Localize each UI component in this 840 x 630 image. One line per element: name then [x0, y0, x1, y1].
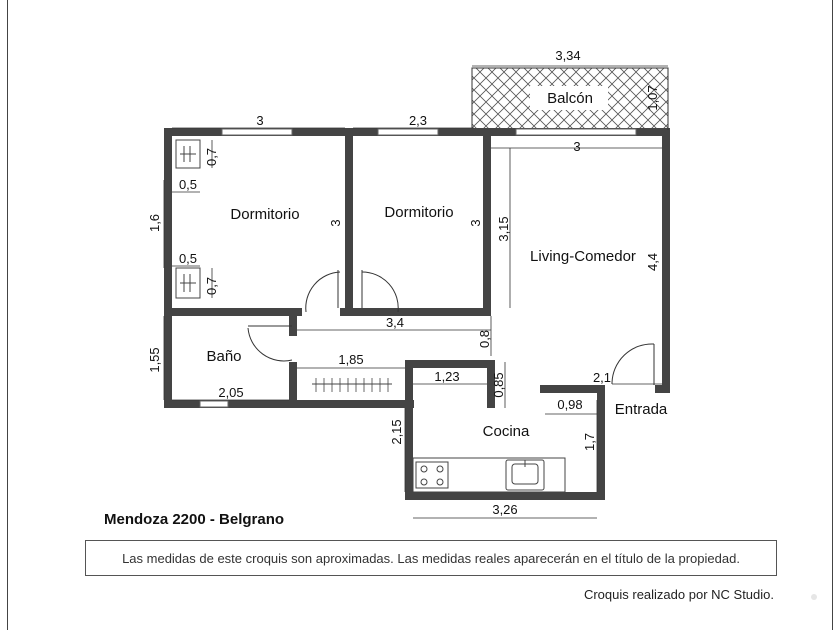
dim-dorm1-width: 3 [256, 113, 264, 128]
dim-living-depth-b: 4,4 [645, 252, 660, 272]
dim-hall-length: 3,4 [385, 315, 405, 330]
dim-closet-b-depth: 0,7 [204, 276, 219, 296]
dim-bano-width: 2,05 [218, 385, 244, 400]
dim-hall-gap: 0,8 [477, 329, 492, 349]
dim-dorm1-side: 1,6 [147, 213, 162, 233]
dim-dorm1-depth: 3 [328, 219, 343, 227]
dim-cocina-notch: 0,85 [491, 372, 506, 398]
corner-dot [811, 594, 817, 600]
room-label-balcon: Balcón [547, 90, 593, 107]
dim-closet-a-depth: 0,7 [204, 147, 219, 167]
dim-living-depth-a: 3,15 [496, 216, 511, 242]
dim-balcon-width: 3,34 [555, 48, 581, 63]
disclaimer-box [85, 540, 777, 576]
kitchen-counter [413, 458, 565, 492]
dim-entrada-width: 2,1 [592, 370, 612, 385]
dim-balcon-depth: 1,07 [645, 85, 660, 111]
dim-living-width: 3 [573, 139, 581, 154]
dim-cocina-top: 1,23 [434, 369, 460, 384]
dim-closet-a-width: 0,5 [178, 177, 198, 192]
disclaimer-text: Las medidas de este croquis son aproximadas. Las medidas reales aparecerán en el título de la propiedad. [122, 550, 740, 566]
room-label-entrada: Entrada [614, 401, 668, 418]
dim-dorm2-depth: 3 [468, 219, 483, 227]
dim-closet-b-width: 0,5 [178, 251, 198, 266]
dim-pasillo: 1,85 [338, 352, 364, 367]
room-label-living: Living-Comedor [530, 248, 636, 265]
room-label-cocina: Cocina [482, 423, 530, 440]
room-label-dormitorio-1: Dormitorio [230, 206, 300, 223]
dim-bano-depth: 1,55 [147, 347, 162, 373]
credit-text: Croquis realizado por NC Studio. [583, 587, 774, 602]
property-caption: Mendoza 2200 - Belgrano [104, 511, 285, 528]
dim-dorm2-width: 2,3 [408, 113, 428, 128]
room-label-bano: Baño [206, 348, 242, 365]
dim-cocina-width: 3,26 [492, 502, 518, 517]
dim-cocina-right: 1,7 [582, 432, 597, 452]
room-label-dormitorio-2: Dormitorio [384, 204, 454, 221]
dim-entrada-gap: 0,98 [557, 397, 583, 412]
dim-cocina-left: 2,15 [389, 419, 404, 445]
